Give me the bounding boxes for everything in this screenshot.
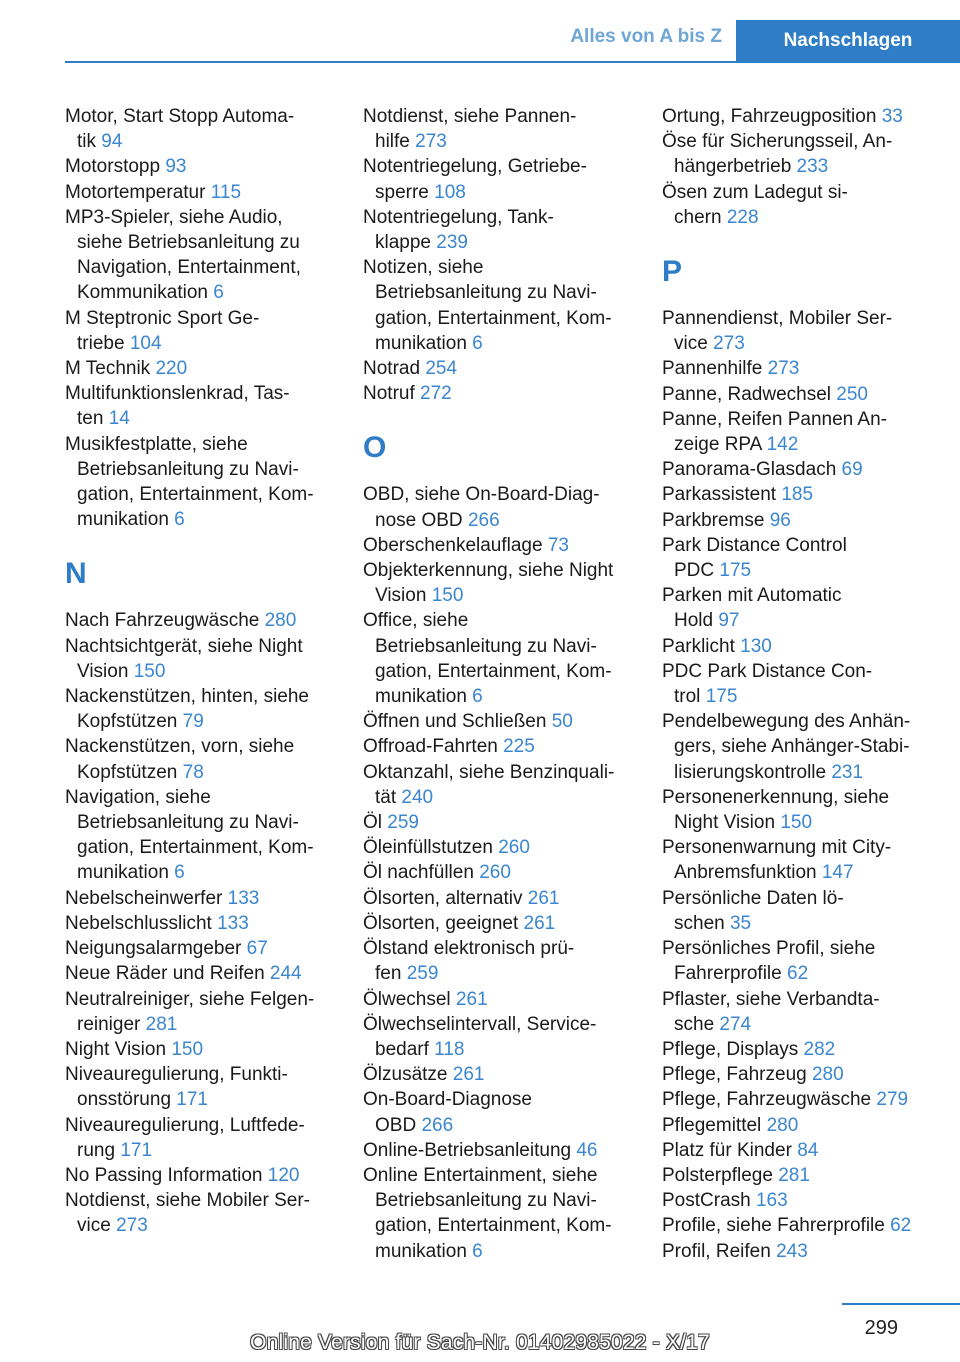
index-entry — [65, 306, 335, 356]
index-letter-heading: O — [363, 431, 387, 465]
index-entry-term: Ortung, Fahrzeugposition — [662, 106, 877, 127]
index-entry-term: Notruf — [363, 383, 415, 405]
index-entry-term: Ölsorten, alternativ — [363, 887, 523, 909]
index-entry-term: Oberschenkelauflage — [363, 534, 543, 556]
page-reference-link[interactable]: 260 — [479, 862, 511, 884]
header-divider — [65, 61, 960, 63]
page-reference-link[interactable]: 185 — [781, 484, 814, 506]
page-reference-link[interactable]: 280 — [264, 610, 297, 632]
index-entry — [662, 407, 960, 457]
index-entry — [65, 634, 335, 684]
index-entry-term: PostCrash — [662, 1190, 751, 1212]
chapter-tab — [736, 20, 960, 62]
page-reference-link[interactable]: 46 — [576, 1139, 598, 1161]
page-reference-link[interactable]: 93 — [165, 156, 187, 178]
index-entry — [662, 1213, 960, 1238]
index-entry-term: Profile, siehe Fahrerprofile — [662, 1215, 885, 1237]
page-reference-link[interactable]: 150 — [133, 660, 166, 682]
page-reference-link[interactable]: 274 — [719, 1013, 752, 1035]
page-reference-link[interactable]: 69 — [841, 459, 863, 481]
page-reference-link[interactable]: 282 — [803, 1038, 836, 1060]
index-entry — [363, 1138, 638, 1163]
index-entry — [662, 180, 960, 230]
page-reference-link[interactable]: 273 — [713, 333, 745, 355]
index-entry — [65, 1037, 335, 1062]
index-entry-term: Nachtsichtgerät, siehe Night Vision — [65, 635, 303, 682]
index-entry — [65, 886, 335, 911]
page-reference-link[interactable]: 79 — [182, 711, 204, 733]
index-entry — [662, 634, 960, 659]
index-entry-term: Öffnen und Schließen — [363, 711, 547, 733]
index-entry — [662, 659, 960, 709]
index-entry-term: PDC Park Distance Con- trol — [662, 660, 873, 708]
index-entry-term: Panne, Reifen Pannen An- zeige RPA — [662, 408, 888, 456]
index-entry — [662, 356, 960, 381]
index-entry-term: Notizen, siehe Betriebsanleitung zu Navi- gation, Entertainment, Kom- munikation — [363, 257, 612, 354]
index-entry-term: Ölwechselintervall, Service- bedarf — [363, 1013, 597, 1060]
index-entry — [662, 382, 960, 407]
index-entry-term: Ölsorten, geeignet — [363, 912, 519, 934]
page-reference-link[interactable]: 273 — [116, 1215, 148, 1237]
index-entry-term: Nebelschlusslicht — [65, 912, 212, 934]
index-entry-term: Neue Räder und Reifen — [65, 963, 265, 985]
index-entry-term: Öleinfüllstutzen — [363, 837, 493, 859]
page-reference-link[interactable]: 279 — [876, 1089, 909, 1111]
index-entry — [363, 760, 638, 810]
index-entry-term: Persönliches Profil, siehe Fahrerprofile — [662, 938, 876, 985]
page-reference-link[interactable]: 261 — [455, 988, 488, 1010]
index-entry — [662, 306, 960, 356]
index-entry-term: Öl nachfüllen — [363, 862, 474, 884]
index-entry — [662, 1087, 960, 1112]
index-entry-term: Neigungsalarmgeber — [65, 938, 242, 960]
index-entry-term: Night Vision — [65, 1038, 167, 1060]
page-reference-link[interactable]: 50 — [551, 711, 573, 733]
index-entry — [363, 482, 638, 532]
index-entry — [662, 1239, 960, 1264]
page-reference-link[interactable]: 280 — [766, 1114, 799, 1136]
page-reference-link[interactable]: 244 — [269, 963, 302, 985]
index-column-2 — [363, 104, 638, 1264]
index-entry-term: Öse für Sicherungsseil, An- hängerbetrieb — [662, 131, 893, 178]
index-entry — [363, 1163, 638, 1264]
index-entry-term: Polsterpflege — [662, 1164, 773, 1186]
footer-watermark: Online Version für Sach-Nr. 01402985022 - X/17 — [250, 1331, 710, 1354]
index-entry — [662, 482, 960, 507]
page-reference-link[interactable]: 120 — [267, 1164, 300, 1186]
index-entry-term: Ölstand elektronisch prü- fen — [363, 938, 575, 985]
page-reference-link[interactable]: 240 — [401, 786, 434, 808]
page-reference-link[interactable]: 281 — [778, 1164, 810, 1186]
index-entry-term: No Passing Information — [65, 1164, 263, 1186]
page-reference-link[interactable]: 175 — [719, 560, 752, 582]
index-entry — [363, 1087, 638, 1137]
page-number: 299 — [864, 1317, 898, 1339]
page-reference-link[interactable]: 254 — [425, 358, 458, 380]
index-entry — [662, 785, 960, 835]
index-letter-heading: P — [662, 255, 683, 289]
index-entry-term: Notdienst, siehe Mobiler Ser- vice — [65, 1190, 310, 1237]
page-reference-link[interactable]: 108 — [434, 181, 466, 203]
page-reference-link[interactable]: 175 — [705, 686, 738, 708]
index-entry-term: MP3-Spieler, siehe Audio, siehe Betriebsanleitung zu Navigation, Entertainment, Kommunikation — [65, 206, 301, 304]
index-entry-term: Panorama-Glasdach — [662, 459, 837, 481]
page-reference-link[interactable]: 233 — [796, 156, 829, 178]
page-reference-link[interactable]: 62 — [787, 963, 809, 985]
index-entry-term: Online Entertainment, siehe Betriebsanleitung zu Navi- gation, Entertainment, Kom- munikation — [363, 1164, 612, 1262]
index-entry-term: Ölzusätze — [363, 1064, 448, 1086]
page-reference-link[interactable]: 272 — [420, 383, 452, 405]
page-reference-link[interactable]: 118 — [434, 1038, 465, 1060]
page-reference-link[interactable]: 133 — [227, 887, 260, 909]
index-entry-term: Pflaster, siehe Verbandta- sche — [662, 988, 880, 1035]
index-entry — [662, 709, 960, 785]
index-entry-term: Motor, Start Stopp Automa- tik — [65, 106, 295, 153]
page-reference-link[interactable]: 6 — [472, 1240, 483, 1262]
index-entry — [363, 860, 638, 885]
page-reference-link[interactable]: 266 — [421, 1114, 454, 1136]
index-entry — [65, 1062, 335, 1112]
page-reference-link[interactable]: 6 — [213, 282, 224, 304]
index-entry — [65, 936, 335, 961]
index-entry-term: Oktanzahl, siehe Benzinquali- tät — [363, 761, 615, 808]
index-entry — [65, 1163, 335, 1188]
page-reference-link[interactable]: 228 — [726, 206, 759, 228]
index-entry — [662, 835, 960, 885]
page-reference-link[interactable]: 6 — [174, 862, 185, 884]
index-entry-term: Pflege, Displays — [662, 1038, 799, 1060]
index-entry — [65, 961, 335, 986]
index-entry — [363, 987, 638, 1012]
page-reference-link[interactable]: 33 — [881, 106, 903, 127]
index-entry-term: Office, siehe Betriebsanleitung zu Navi- gation, Entertainment, Kom- munikation — [363, 610, 612, 708]
page-reference-link[interactable]: 142 — [766, 434, 799, 456]
index-entry — [662, 104, 960, 129]
page-reference-link[interactable]: 273 — [767, 358, 800, 380]
index-entry — [662, 1062, 960, 1087]
page-reference-link[interactable]: 220 — [155, 358, 188, 380]
index-entry — [662, 936, 960, 986]
index-entry-term: M Steptronic Sport Ge- triebe — [65, 307, 260, 354]
page-reference-link[interactable]: 130 — [740, 635, 772, 657]
index-entry-term: OBD, siehe On-Board-Diag- nose OBD — [363, 484, 600, 531]
page-reference-link[interactable]: 6 — [472, 686, 483, 708]
index-entry-term: Personenerkennung, siehe Night Vision — [662, 786, 890, 834]
page-reference-link[interactable]: 67 — [246, 938, 268, 960]
index-entry-term: Offroad-Fahrten — [363, 736, 498, 758]
index-column-3 — [662, 104, 960, 1264]
index-entry-term: Notdienst, siehe Pannen- hilfe — [363, 106, 577, 153]
index-entry — [662, 1188, 960, 1213]
index-entry — [363, 154, 638, 204]
index-entry — [363, 936, 638, 986]
index-entry-term: Nackenstützen, hinten, siehe Kopfstützen — [65, 686, 309, 733]
index-entry — [65, 205, 335, 306]
index-entry — [662, 508, 960, 533]
index-entry-term: Pflege, Fahrzeugwäsche — [662, 1089, 872, 1111]
index-entry-term: Musikfestplatte, siehe Betriebsanleitung zu Navi- gation, Entertainment, Kom- munikation — [65, 433, 314, 531]
index-entry — [65, 684, 335, 734]
index-entry-term: Pannenhilfe — [662, 358, 763, 380]
index-entry — [363, 558, 638, 608]
index-entry-term: Öl — [363, 812, 382, 834]
index-entry — [65, 432, 335, 533]
index-entry-term: Parklicht — [662, 635, 735, 657]
page-reference-link[interactable]: 97 — [718, 610, 740, 632]
index-entry-term: Multifunktionslenkrad, Tas- ten — [65, 383, 290, 430]
index-entry — [662, 1138, 960, 1163]
page-reference-link[interactable]: 261 — [523, 912, 556, 934]
index-entry-term: Navigation, siehe Betriebsanleitung zu Navi- gation, Entertainment, Kom- munikation — [65, 786, 314, 884]
page-reference-link[interactable]: 259 — [387, 812, 419, 834]
page-reference-link[interactable]: 243 — [776, 1240, 808, 1262]
index-entry-term: Pannendienst, Mobiler Ser- vice — [662, 308, 893, 355]
page-reference-link[interactable]: 94 — [101, 131, 123, 153]
page-reference-link[interactable]: 171 — [176, 1089, 208, 1111]
index-entry — [363, 835, 638, 860]
index-entry-term: Pflegemittel — [662, 1114, 762, 1136]
index-entry-term: Nackenstützen, vorn, siehe Kopfstützen — [65, 736, 295, 783]
page-reference-link[interactable]: 259 — [406, 963, 439, 985]
index-entry-term: Online-Betriebsanleitung — [363, 1139, 572, 1161]
index-entry — [65, 785, 335, 886]
page-reference-link[interactable]: 133 — [217, 912, 249, 934]
index-entry-term: Parkassistent — [662, 484, 777, 506]
page-reference-link[interactable]: 260 — [498, 837, 530, 859]
index-entry — [65, 734, 335, 784]
index-entry — [363, 709, 638, 734]
page-reference-link[interactable]: 150 — [431, 585, 464, 607]
page-reference-link[interactable]: 150 — [780, 812, 813, 834]
page-reference-link[interactable]: 239 — [436, 232, 468, 254]
index-entry-term: Niveauregulierung, Funkti- onsstörung — [65, 1064, 288, 1111]
index-entry-term: Park Distance Control PDC — [662, 534, 847, 582]
index-entry-term: Ösen zum Ladegut si- chern — [662, 181, 848, 228]
index-entry-term: Profil, Reifen — [662, 1240, 771, 1262]
index-entry — [363, 533, 638, 558]
index-entry — [65, 104, 335, 154]
index-entry — [363, 1012, 638, 1062]
page-reference-link[interactable]: 163 — [755, 1190, 788, 1212]
page-reference-link[interactable]: 250 — [836, 383, 868, 405]
index-entry — [662, 457, 960, 482]
index-entry-term: On-Board-Diagnose OBD — [363, 1089, 532, 1136]
index-entry — [363, 356, 638, 381]
index-entry — [363, 608, 638, 709]
index-letter-heading: N — [65, 557, 87, 591]
page-reference-link[interactable]: 6 — [472, 332, 483, 354]
index-entry — [662, 1037, 960, 1062]
page-reference-link[interactable]: 261 — [452, 1064, 485, 1086]
page-reference-link[interactable]: 84 — [797, 1139, 819, 1161]
index-entry — [65, 381, 335, 431]
index-entry — [65, 1188, 335, 1238]
index-entry-term: Motortemperatur — [65, 181, 206, 203]
index-entry — [662, 987, 960, 1037]
index-entry — [65, 911, 335, 936]
index-entry — [363, 810, 638, 835]
index-entry — [65, 154, 335, 179]
page-reference-link[interactable]: 62 — [890, 1215, 912, 1237]
page-reference-link[interactable]: 281 — [145, 1013, 178, 1035]
page-reference-link[interactable]: 104 — [129, 332, 162, 354]
index-entry — [662, 533, 960, 583]
index-entry — [363, 381, 638, 406]
page-header — [0, 0, 960, 62]
index-entry-term: Notentriegelung, Tank- klappe — [363, 206, 554, 254]
page-reference-link[interactable]: 225 — [503, 736, 535, 758]
page-reference-link[interactable]: 35 — [729, 912, 752, 934]
index-entry — [363, 911, 638, 936]
index-entry — [65, 356, 335, 381]
index-entry — [662, 129, 960, 179]
index-entry-term: Pendelbewegung des Anhän- gers, siehe Anhänger-Stabi- lisierungskontrolle — [662, 711, 911, 783]
page-reference-link[interactable]: 266 — [467, 509, 500, 531]
page-reference-link[interactable]: 147 — [821, 862, 854, 884]
index-entry-term: Nebelscheinwerfer — [65, 887, 223, 909]
page-reference-link[interactable]: 14 — [108, 408, 130, 430]
index-entry — [65, 608, 335, 633]
index-entry-term: Parken mit Automatic Hold — [662, 585, 842, 632]
index-entry-term: M Technik — [65, 358, 151, 380]
index-entry — [363, 734, 638, 759]
page-reference-link[interactable]: 171 — [120, 1139, 153, 1161]
index-entry-term: Pflege, Fahrzeug — [662, 1064, 807, 1086]
index-entry — [662, 583, 960, 633]
page-reference-link[interactable]: 273 — [415, 131, 447, 153]
page-reference-link[interactable]: 280 — [811, 1064, 844, 1086]
index-entry — [662, 1163, 960, 1188]
index-entry-term: Motorstopp — [65, 156, 161, 178]
section-title: Alles von A bis Z — [570, 26, 722, 47]
index-entry-term: Objekterkennung, siehe Night Vision — [363, 560, 614, 607]
index-entry-term: Ölwechsel — [363, 988, 451, 1010]
page-reference-link[interactable]: 115 — [210, 181, 242, 203]
page-reference-link[interactable]: 150 — [171, 1038, 204, 1060]
index-entry — [65, 1113, 335, 1163]
index-entry — [662, 1113, 960, 1138]
index-column-1 — [65, 104, 335, 1239]
page-reference-link[interactable]: 73 — [547, 534, 569, 556]
index-entry — [363, 1062, 638, 1087]
page-reference-link[interactable]: 78 — [182, 761, 204, 783]
index-entry — [363, 255, 638, 356]
index-entry — [363, 104, 638, 154]
footer-divider — [842, 1303, 960, 1305]
page-reference-link[interactable]: 6 — [174, 509, 185, 531]
index-entry-term: Niveauregulierung, Luftfede- rung — [65, 1114, 305, 1161]
index-entry — [662, 886, 960, 936]
index-entry-term: Platz für Kinder — [662, 1139, 792, 1161]
page-reference-link[interactable]: 231 — [831, 761, 864, 783]
index-entry — [363, 205, 638, 255]
chapter-title: Nachschlagen — [783, 30, 913, 51]
page-reference-link[interactable]: 261 — [527, 887, 560, 909]
index-entry-term: Notrad — [363, 358, 421, 380]
index-entry — [363, 886, 638, 911]
page-reference-link[interactable]: 96 — [769, 509, 791, 531]
index-entry-term: Neutralreiniger, siehe Felgen- reiniger — [65, 988, 315, 1035]
index-entry-term: Parkbremse — [662, 509, 765, 531]
index-entry-term: Personenwarnung mit City- Anbremsfunktion — [662, 837, 892, 884]
index-entry-term: Nach Fahrzeugwäsche — [65, 610, 260, 632]
index-entry-term: Notentriegelung, Getriebe- sperre — [363, 156, 587, 203]
index-entry — [65, 180, 335, 205]
index-entry-term: Persönliche Daten lö- schen — [662, 887, 844, 934]
index-entry-term: Panne, Radwechsel — [662, 383, 831, 405]
index-entry — [65, 987, 335, 1037]
